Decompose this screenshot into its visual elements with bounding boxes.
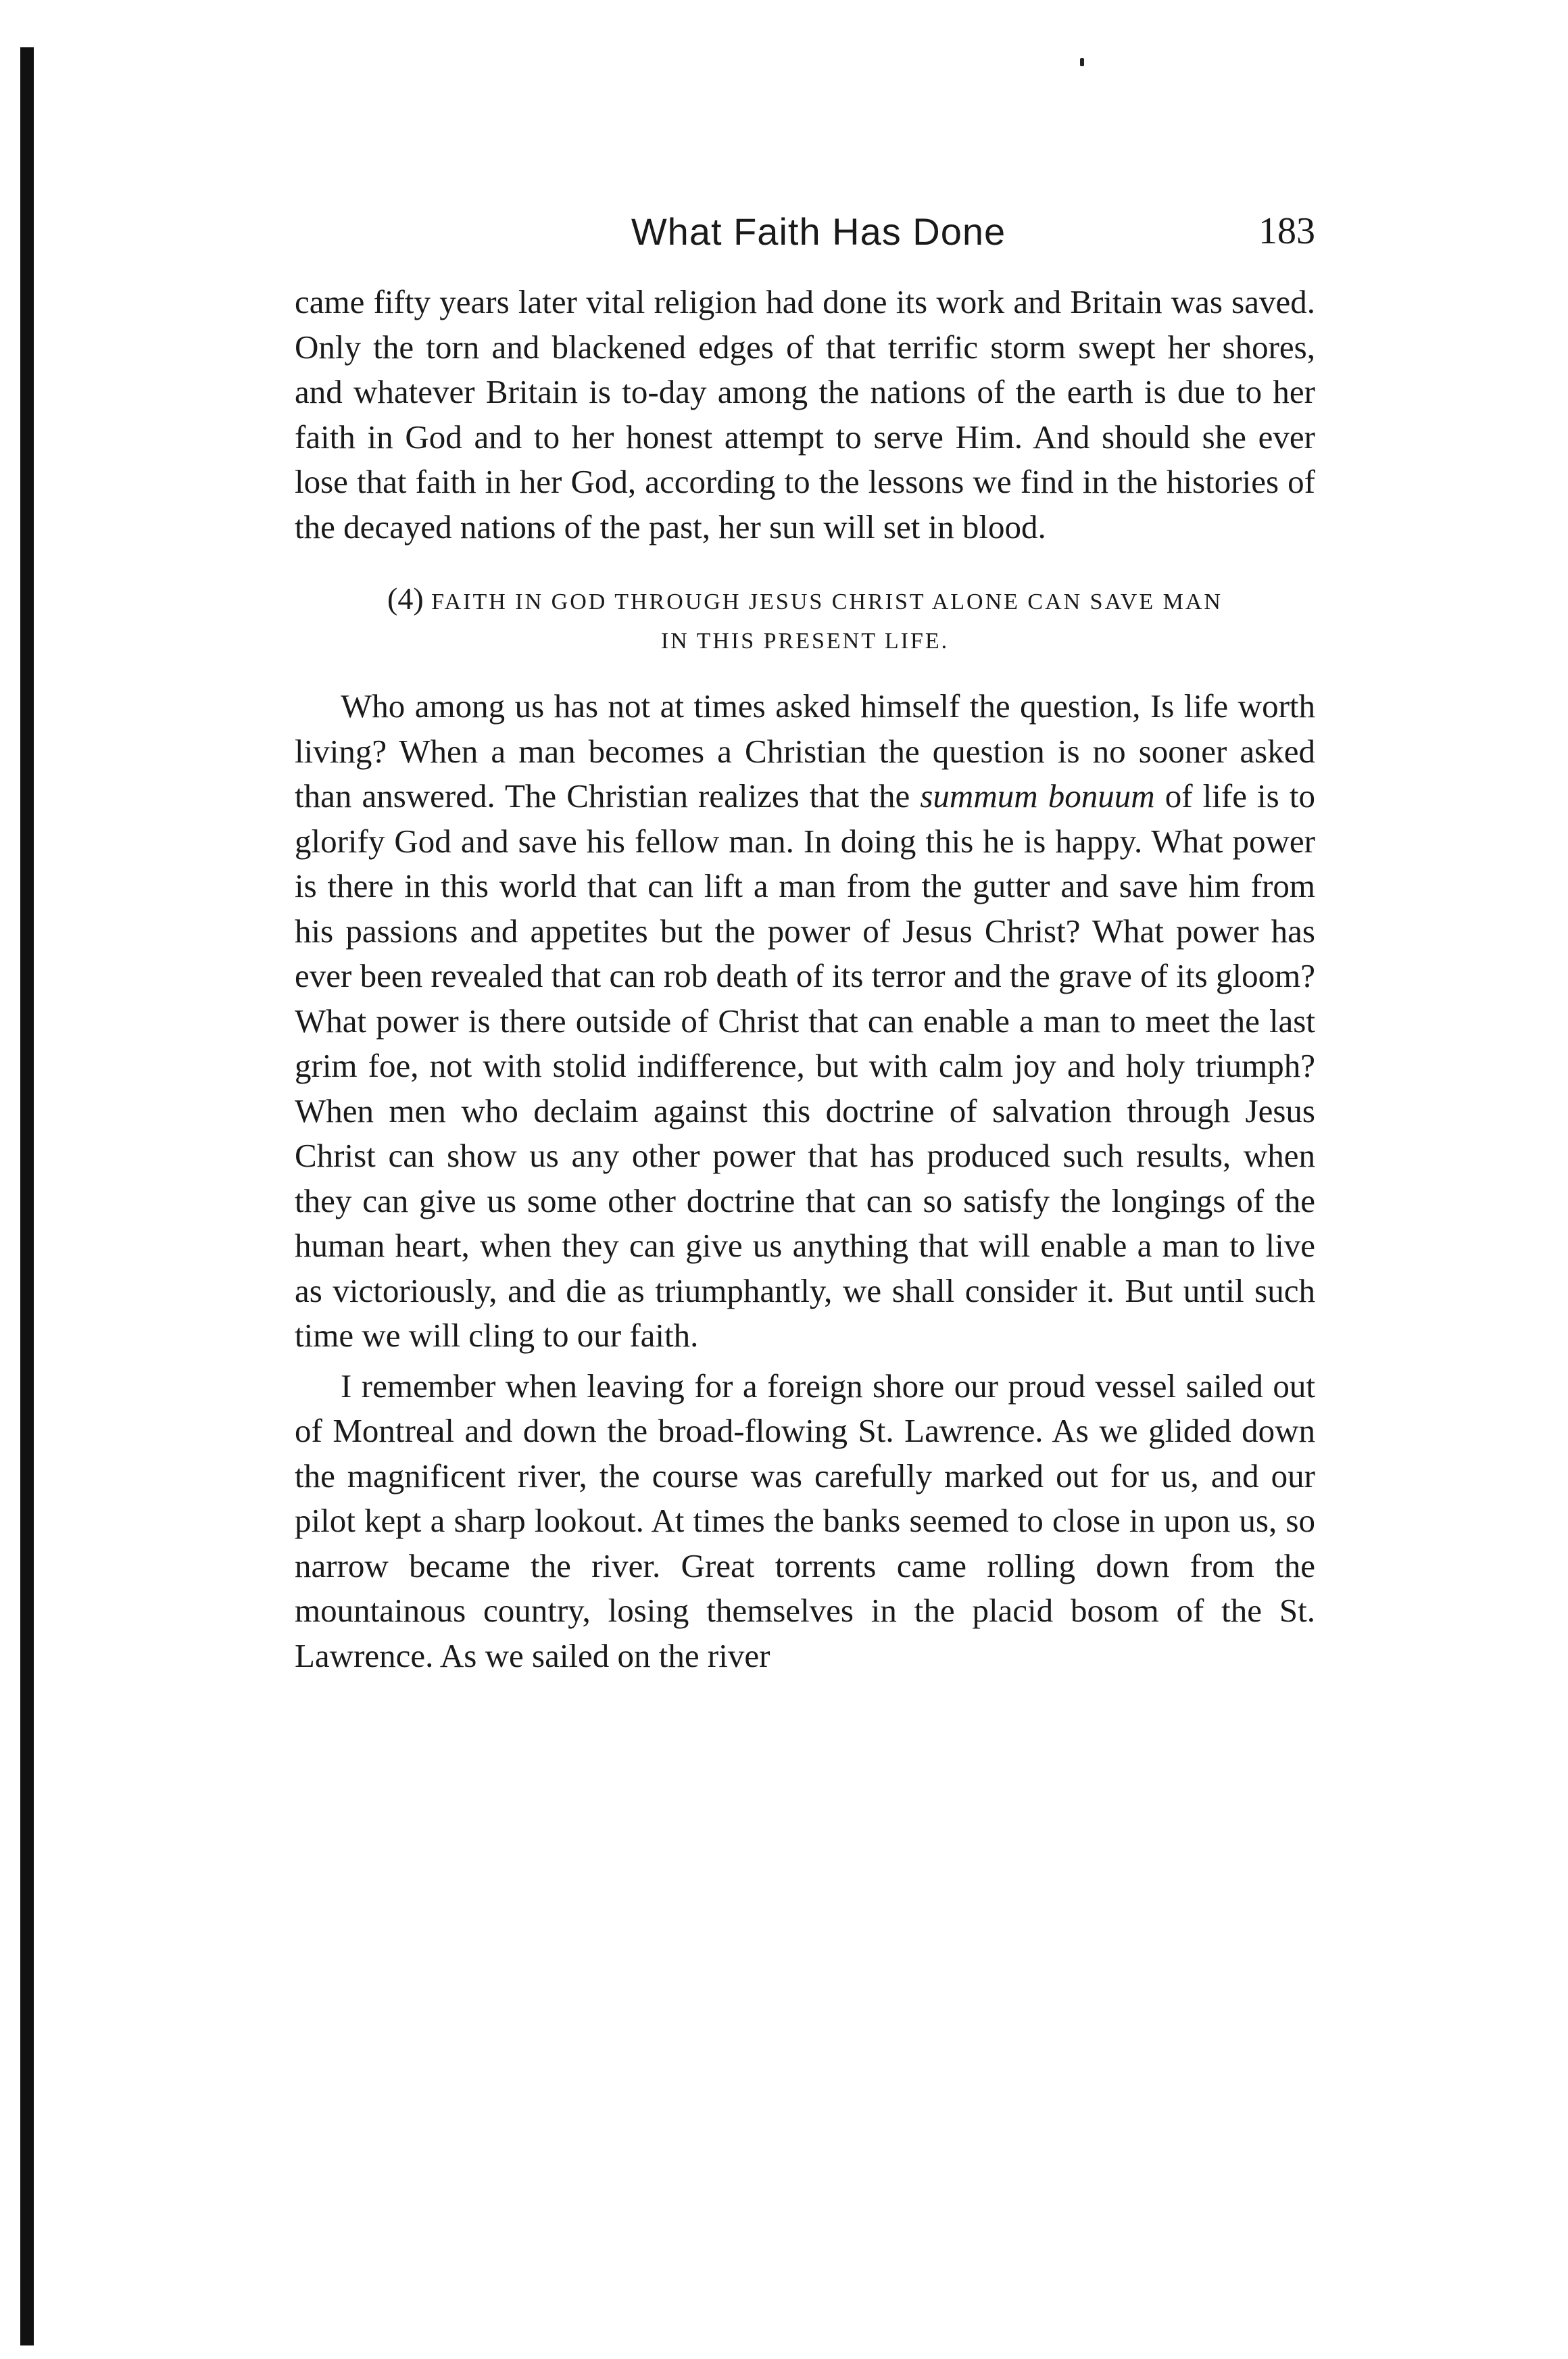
page-number: 183 [1258, 210, 1315, 252]
running-title: What Faith Has Done [631, 210, 1006, 253]
paragraph-voyage: I remember when leaving for a foreign shore our proud vessel sailed out of Montreal and down the broad-flowing St. Lawrence. As we glided down the magnificent river, the course was carefully marked out for us, and our pilot kept a sharp lookout. At times the banks seemed to close in upon us, so narrow became the river. Great torrents came rolling down from the mountainous country, losing themselves in the placid bosom of the St. Lawrence. As we sailed on the river [295, 1367, 1315, 1674]
paragraph-continued: came fifty years later vital religion had done its work and Britain was saved. Only the torn and blackened edges of that terrific storm swept her shores, and whatever Britain is to-day among the nations of the earth is due to her faith in God and to her honest attempt to serve Him. And should she ever lose that faith in her God, according to the lessons we find in the histories of the decayed nations of the past, her sun will set in blood. [295, 283, 1315, 545]
paragraph-faith-text-2: of life is to glorify God and save his fellow man. In doing this he is happy. What power is there in this world that can lift a man from the gutter and save him from his passions and appetites but the power of Jesus Christ? What power has ever been revealed that can rob death of its terror and the grave of its gloom? What power is there outside of Christ that can enable a man to meet the last grim foe, not with stolid indifference, but with calm joy and holy triumph? When men who declaim against this doctrine of salvation through Jesus Christ can show us any other power that has produced such results, when they can give us some other doctrine that can so satisfy the longings of the human heart, when they can give us anything that will enable a man to live as victoriously, and die as triumphantly, we shall consider it. But until such time we will cling to our faith. [295, 777, 1315, 1354]
latin-phrase: summum bonuum [920, 777, 1155, 814]
section-number: (4) [387, 581, 424, 616]
book-page [295, 204, 1315, 1678]
running-head [295, 204, 1315, 265]
binding-edge [20, 47, 34, 2345]
section-heading-line-1: FAITH IN GOD THROUGH JESUS CHRIST ALONE CAN SAVE MAN [431, 589, 1223, 614]
scan-speck [1080, 58, 1084, 66]
section-heading [295, 579, 1315, 661]
section-heading-line-2: IN THIS PRESENT LIFE. [660, 629, 950, 654]
paragraph-faith-text-1: Who among us has not at times asked himself the question, Is life worth living? When a man becomes a Christian the question is no sooner asked than answered. The Christian realizes that the [295, 687, 1315, 814]
paragraph-faith [295, 684, 1315, 1359]
